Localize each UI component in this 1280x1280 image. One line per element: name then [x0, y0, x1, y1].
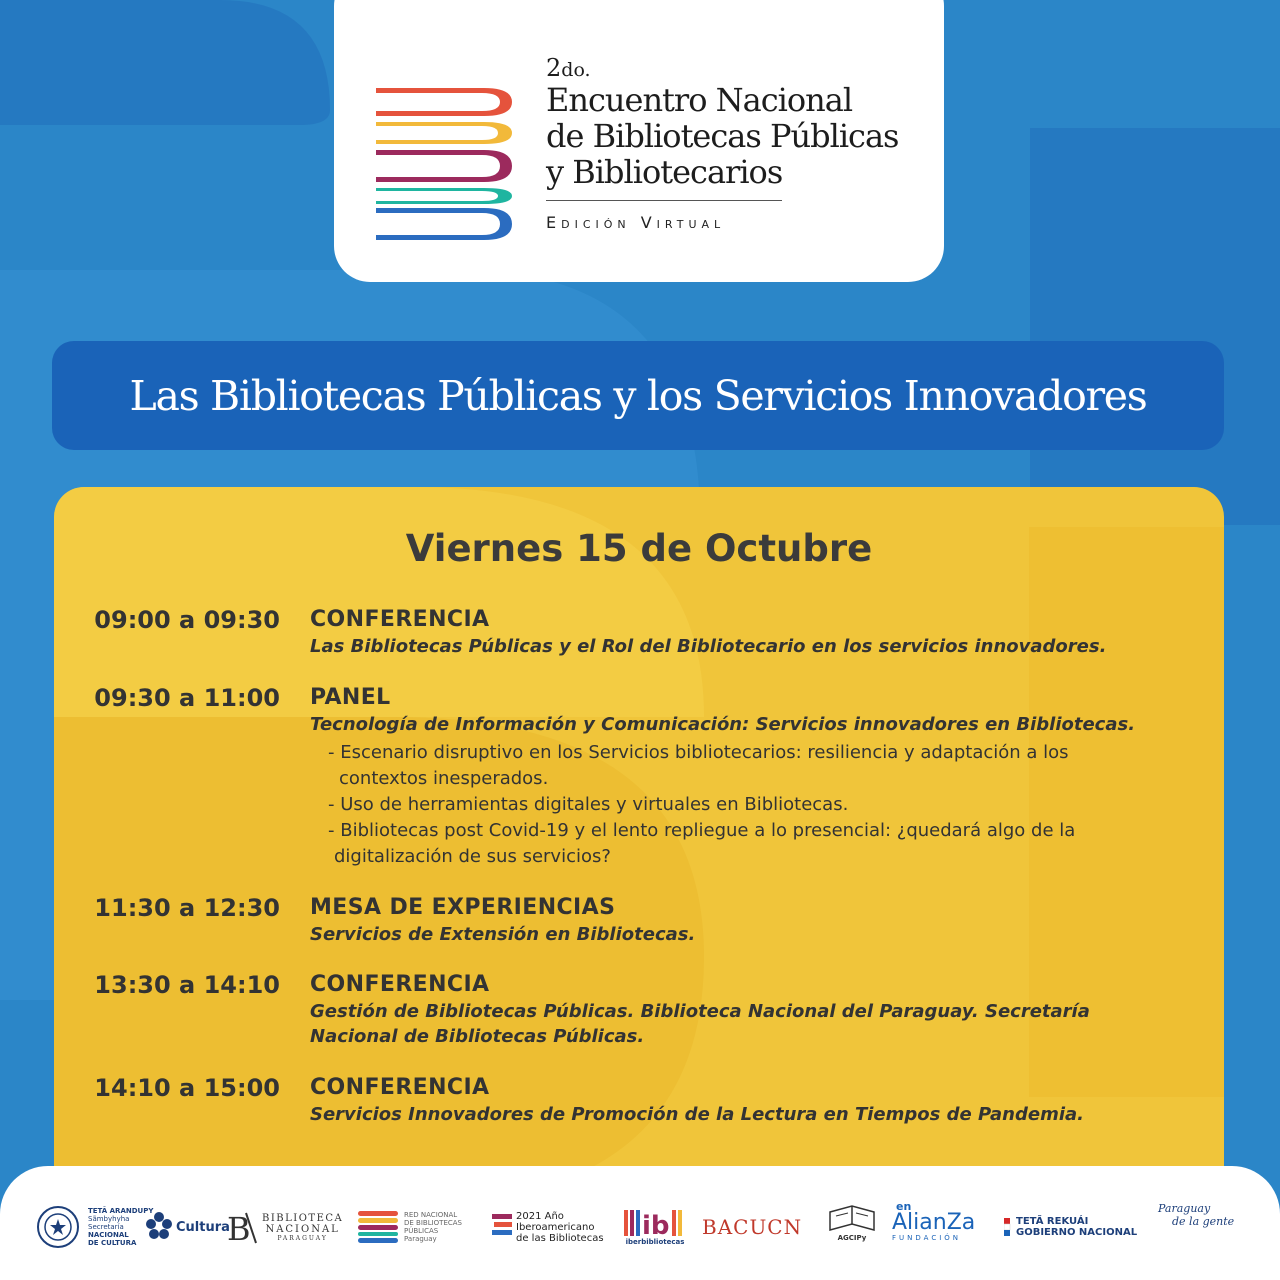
event-type: CONFERENCIA [310, 972, 490, 997]
sponsor-text: Secretaría [88, 1223, 124, 1231]
sponsor-iberoamericano [492, 1202, 604, 1252]
book-red [376, 88, 512, 116]
edition-subtitle: Edición Virtual [546, 213, 726, 232]
panel-topic: - Escenario disruptivo en los Servicios bibliotecarios: resiliencia y adaptación a los [328, 742, 1069, 763]
sponsor-text: AlianZa [892, 1210, 976, 1235]
event-type: CONFERENCIA [310, 607, 490, 632]
sponsor-text: de la gente [1172, 1215, 1235, 1228]
flag-icon [1004, 1218, 1012, 1236]
event-description: Tecnología de Información y Comunicación: Servicios innovadores en Bibliotecas. [310, 714, 1136, 735]
title-divider [546, 200, 782, 201]
book-purple [376, 150, 512, 182]
sponsor-text: BACUCN [702, 1215, 803, 1239]
sponsor-agcipy [826, 1202, 878, 1252]
sponsor-text: AGCIPy [837, 1234, 867, 1242]
sponsor-text: TETÃ ARANDUPY [88, 1207, 154, 1215]
sponsor-text: DE CULTURA [88, 1239, 137, 1247]
ib-logo-icon [624, 1208, 686, 1238]
sponsor-text: RED NACIONAL [404, 1211, 458, 1219]
event-time: 09:00 a 09:30 [94, 606, 280, 634]
sponsor-en-alianza [892, 1202, 975, 1252]
sponsor-text: DE BIBLIOTECAS [404, 1219, 462, 1227]
event-description: Servicios de Extensión en Bibliotecas. [310, 924, 696, 945]
event-type: PANEL [310, 685, 391, 710]
sponsor-text: PARAGUAY [277, 1234, 328, 1242]
sponsor-text: Paraguay [1158, 1202, 1211, 1215]
sponsor-text: FUNDACIÓN [892, 1234, 962, 1242]
sponsor-text: PÚBLICAS [404, 1227, 439, 1235]
event-time: 11:30 a 12:30 [94, 894, 280, 922]
sponsor-iberbibliotecas [624, 1202, 686, 1252]
sponsor-text: 2021 Año [516, 1210, 564, 1222]
edition-number: 2do. [546, 54, 591, 82]
sponsor-text: NACIONAL [88, 1231, 129, 1239]
event-description: Gestión de Bibliotecas Públicas. Biblioteca Nacional del Paraguay. Secretaría [310, 1001, 1090, 1022]
program-day-title: Viernes 15 de Octubre [405, 527, 873, 570]
panel-topic-continued: digitalización de sus servicios? [334, 846, 611, 867]
open-book-icon [826, 1202, 878, 1234]
event-logo-card [334, 0, 944, 282]
event-description: Las Bibliotecas Públicas y el Rol del Bibliotecario en los servicios innovadores. [310, 636, 1107, 657]
theme-title: Las Bibliotecas Públicas y los Servicios Innovadores [129, 371, 1147, 420]
event-time: 14:10 a 15:00 [94, 1074, 280, 1102]
sponsor-text: en [896, 1200, 912, 1213]
sponsor-text: GOBIERNO NACIONAL [1016, 1227, 1138, 1238]
sponsor-text: Cultura [176, 1219, 230, 1235]
event-type: MESA DE EXPERIENCIAS [310, 895, 616, 920]
event-time: 13:30 a 14:10 [94, 971, 280, 999]
sponsor-text: Sãmbyhyha [88, 1215, 130, 1223]
book-stack-logo [374, 86, 516, 242]
book-stack-small-icon [358, 1210, 400, 1244]
national-seal-icon [36, 1205, 80, 1249]
sponsor-text: NACIONAL [265, 1223, 340, 1235]
event-title-line-3: y Bibliotecarios [546, 153, 783, 191]
sponsor-text: TETÃ REKUÁI [1016, 1216, 1089, 1227]
sponsors-footer [0, 1166, 1280, 1280]
sponsor-sec-cultura [36, 1202, 153, 1252]
event-description: Servicios Innovadores de Promoción de la Lectura en Tiempos de Pandemia. [310, 1104, 1084, 1125]
book-teal [376, 188, 512, 204]
sponsor-text: Paraguay [404, 1235, 437, 1243]
program-card [54, 487, 1224, 1207]
sponsor-text: Iberoamericano [516, 1221, 595, 1233]
colored-bars-icon [492, 1212, 514, 1242]
event-description-continued: Nacional de Bibliotecas Públicas. [310, 1026, 645, 1047]
book-blue [376, 208, 512, 240]
bn-monogram-icon [226, 1207, 258, 1247]
sponsor-gobierno [1004, 1202, 1137, 1252]
panel-topic: - Bibliotecas post Covid-19 y el lento repliegue a lo presencial: ¿quedará algo de la [328, 820, 1076, 841]
svg-text:B: B [227, 1210, 251, 1247]
sponsor-text: de las Bibliotecas [516, 1232, 604, 1244]
svg-text:ib: ib [642, 1211, 670, 1238]
sponsor-bacucn [702, 1202, 802, 1252]
theme-banner [52, 341, 1224, 450]
event-title-line-2: de Bibliotecas Públicas [546, 117, 899, 155]
sponsor-cultura [144, 1202, 230, 1252]
event-title-line-1: Encuentro Nacional [546, 81, 853, 119]
sponsor-red-nacional [358, 1202, 462, 1252]
sponsor-biblioteca-nacional [226, 1202, 343, 1252]
panel-topic: - Uso de herramientas digitales y virtuales en Bibliotecas. [328, 794, 849, 815]
panel-topic-continued: contextos inesperados. [339, 768, 549, 789]
sponsor-text: iberbibliotecas [625, 1238, 685, 1246]
sponsor-paraguay-gente [1158, 1202, 1234, 1252]
flower-icon [144, 1209, 174, 1245]
event-time: 09:30 a 11:00 [94, 684, 280, 712]
book-yellow [376, 122, 512, 144]
event-type: CONFERENCIA [310, 1075, 490, 1100]
sponsor-text: BIBLIOTECA [262, 1212, 344, 1224]
